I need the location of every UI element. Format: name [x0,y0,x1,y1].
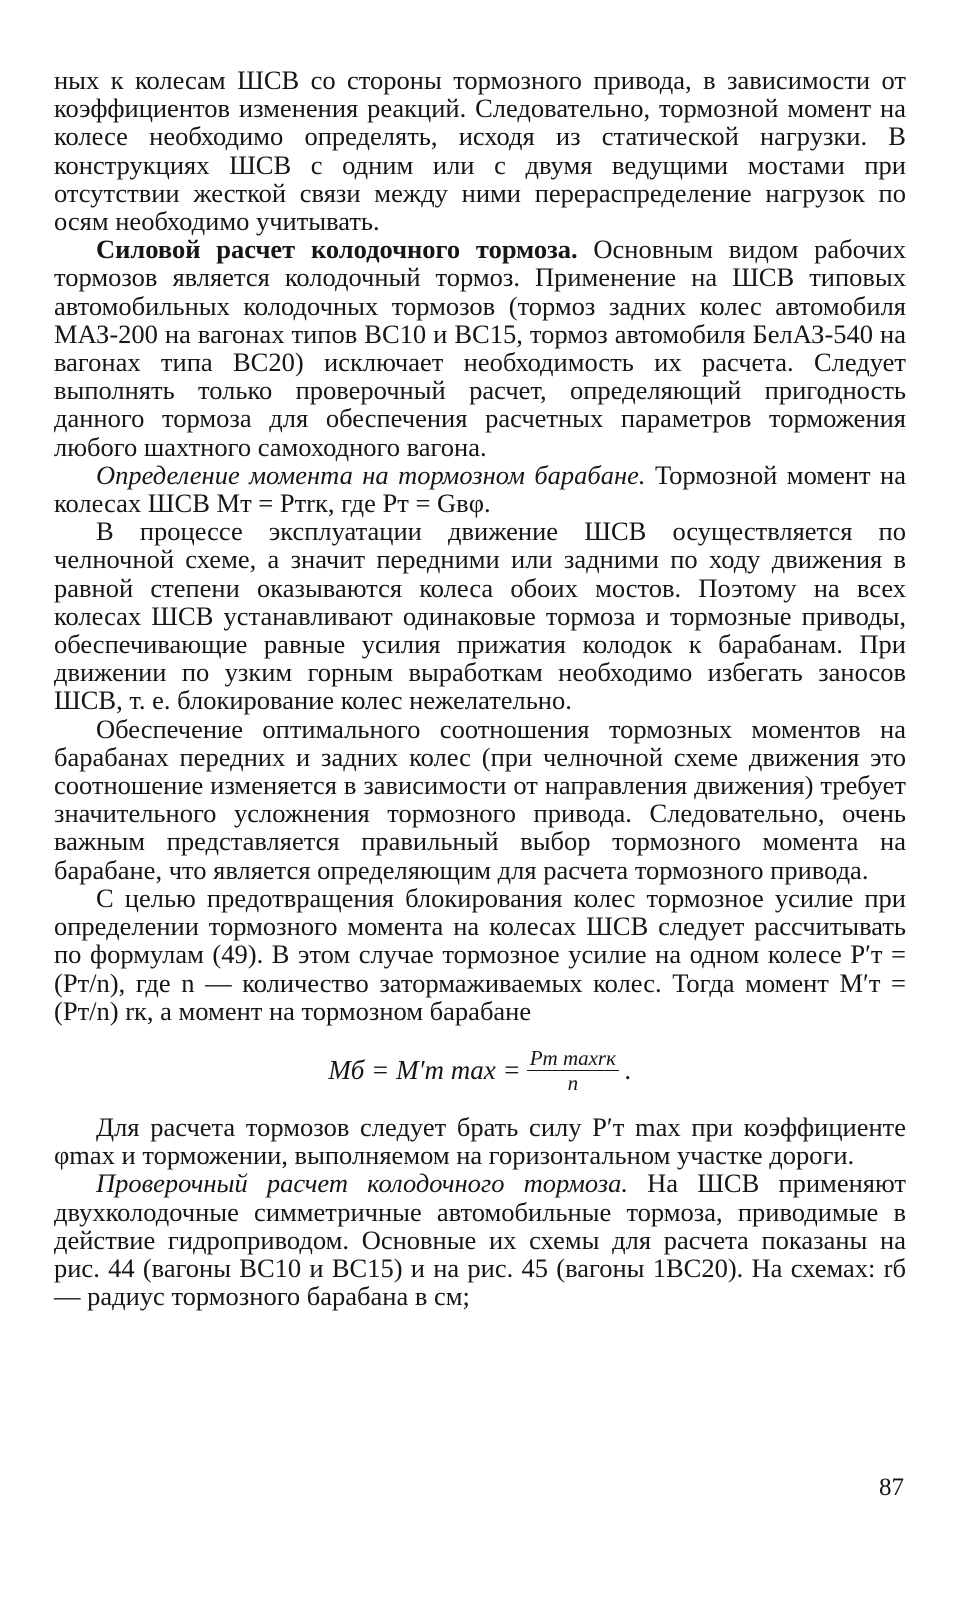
paragraph-3-body: Тормозной момент на колесах ШСВ Mт = Pтrк, где Pт = Gвφ. [54,459,906,519]
paragraph-8-body: На ШСВ применяют двухколодочные симметричные автомобильные тормоза, приводимые в действие гидроприводом. Основные их схемы для расчета показаны на рис. 44 (вагоны ВС10 и ВС15) и на рис. 45 (вагоны 1ВС20). На схемах: rб — радиус тормозного барабана в см; [54,1168,906,1312]
paragraph-2 [54,235,906,461]
paragraph-5: Обеспечение оптимального соотношения тормозных моментов на барабанах передних и задних колес (при челночной схеме движения это соотношение изменяется в зависимости от направления движения) требует значительного усложнения тормозного привода. Следовательно, очень важным представляется правильный выбор тормозного момента на барабане, что является определяющим для расчета тормозного привода. [54,713,906,885]
formula-fraction [527,1047,619,1094]
paragraph-8 [54,1169,906,1310]
formula-lhs: Mб = M′т max = [328,1055,521,1086]
paragraph-7: Для расчета тормозов следует брать силу P′т max при коэффициенте φmax и торможении, выполняемом на горизонтальном участке дороги. [54,1111,906,1171]
page-text [54,66,906,1310]
formula-drum-moment [54,1047,906,1093]
formula-numerator: Pт maxrк [527,1047,619,1071]
paragraph-1: ных к колесам ШСВ со стороны тормозного привода, в зависимости от коэффициентов изменения реакций. Следовательно, тормозной момент на колесе необходимо определять, исходя из статической нагрузки. В конструкциях ШСВ с одним или с двумя ведущими мостами при отсутствии жесткой связи между ними перераспределение нагрузок по осям необходимо учитывать. [54,65,906,237]
paragraph-6: С целью предотвращения блокирования колес тормозное усилие при определении тормозного момента на колесах ШСВ следует рассчитывать по формулам (49). В этом случае тормозное усилие на одном колесе P′т = (Pт/n), где n — количество затормаживаемых колес. Тогда момент M′т = (Pт/n) rк, а момент на тормозном барабане [54,882,906,1026]
subheading-check-calc: Проверочный расчет колодочного тормоза. [96,1168,628,1199]
paragraph-2-body: Основным видом рабочих тормозов является колодочный тормоз. Применение на ШСВ типовых автомобильных колодочных тормозов (тормоз задних колес автомобиля МАЗ-200 на вагонах типов ВС10 и ВС15, тормоз автомобиля БелАЗ-540 на вагонах типа ВС20) исключает необходимость их расчета. Следует выполнять только проверочный расчет, определяющий пригодность данного тормоза для обеспечения расчетных параметров торможения любого шахтного самоходного вагона. [54,234,906,462]
formula-denominator: n [567,1070,579,1095]
page-number: 87 [879,1474,904,1501]
subheading-moment-definition: Определение момента на тормозном барабане. [96,459,646,490]
section-heading-power-calc: Силовой расчет колодочного тормоза. [96,234,578,265]
paragraph-3 [54,461,906,517]
paragraph-4: В процессе эксплуатации движение ШСВ осуществляется по челночной схеме, а значит передними или задними по ходу движения в равной степени оказываются колеса обоих мостов. Поэтому на всех колесах ШСВ устанавливают одинаковые тормоза и тормозные приводы, обеспечивающие равные усилия прижатия колодок к барабанам. При движении по узким горным выработкам необходимо избегать заносов ШСВ, т. е. блокирование колес нежелательно. [54,516,906,716]
formula-tail: . [624,1055,632,1086]
